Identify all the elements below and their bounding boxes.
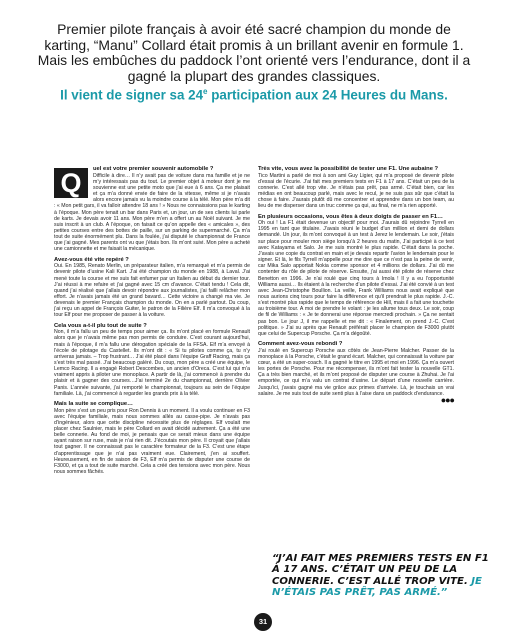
drop-cap: Q: [54, 168, 88, 198]
section-heading: Cela vous a-t-il plu tout de suite ?: [54, 322, 147, 329]
section-heading: Très vite, vous avez la possibilité de tester une F1. Une aubaine ?: [258, 166, 439, 172]
article-column-right: [258, 166, 454, 404]
section-heading: Comment avez-vous rebondi ?: [258, 341, 343, 348]
section-heading: Avez-vous été vite repéré ?: [54, 256, 129, 263]
pull-quote-black: “J’AI FAIT MES PREMIERS TESTS EN F1 À 17 ANS. C’ÉTAIT UN PEU DE LA CONNERIE. C’EST ALLÉ TROP VITE.: [272, 553, 489, 587]
pull-quote: [272, 553, 496, 599]
section-heading: En plusieurs occasions, vous êtes à deux doigts de passer en F1…: [258, 213, 443, 220]
section-heading: uel est votre premier souvenir automobile ?: [93, 166, 214, 172]
intro-highlight: Il vient de signer sa 24e participation aux 24 Heures du Mans.: [60, 87, 448, 103]
right-column-flow: [258, 166, 454, 397]
paragraph: Non, il m’a fallu un peu de temps pour aimer ça. Ils m’ont placé en formule Renault alors que je n’avais même pas mon permis de conduire. C’est courant aujourd’hui, mais à l’époque, il m’a fallu une dérogation spéciale de la FFSA. Elf m’a envoyé à l’école de pilotage du Castellet. Ils m’ont dit : « Si tu pilotes comme ça, tu n’y arriveras jamais. – Trop frustrant… J’ai été placé dans l’équipe Graff Racing, mais ça s’est très mal passé. J’ai beaucoup galéré. Du coup, mon père a créé une équipe, le Lemco Racing. Il a engagé Robert Descombes, un ancien d’Oreca. C’est lui qui m’a vraiment appris à piloter une monoplace. A partir de là, j’ai commencé à prendre du plaisir et à gagner des courses…J’ai terminé 2e du championnat, derrière Olivier Panis. L’année suivante, j’ai remporté le championnat, toujours au sein de l’équipe familiale. Là, j’ai commencé à regarder les grands prix à la télé.: [54, 329, 250, 397]
end-marker: ●●●: [440, 394, 454, 405]
paragraph: J’ai roulé en Supercup Porsche aux côtés de Jean-Pierre Malcher. Passer de la monoplace à la Porsche, c’était le grand écart. Malcher, qui connaissait la voiture par cœur, a été un super-coach. Il a gagné le titre en 1995 et moi en 1996. Ça m’a ouvert les portes de Porsche. Pour me récompenser, ils m’ont fait tester la nouvelle GT1. Ça a très bien marché, et ils m’ont proposé de disputer une course à Zhuhai. Je l’ai emportée, ce qui m’a valu un contrat d’usine. Le départ d’une nouvelle carrière. Jusqu’ici, j’avais gagné ma vie grâce aux primes d’arrivée. Là, je touchais un vrai salaire. Je me suis tout de suite senti plus à l’aise dans un paddock d’endurance.: [258, 347, 454, 397]
page-number: 31: [254, 613, 272, 631]
paragraph: Mon père s’est un peu pris pour Ron Dennis à un moment. Il a voulu continuer en F3 avec l’équipe familiale, mais nous sommes allés au casse-pipe. Je n’avais pas d’ingénieur, alors que cette discipline nécessite plus de réglages. Elf voulait me placer chez Saulnier, mais le père Collard en avait décidé autrement. Ça a été une belle connerie. Au fond de moi, je pensais que ce serait mieux dans une équipe ayant raison sur ruse, mais je n’ai rien dit. J’écoutais mon père. Il croyait que j’allais tout gagner. Il ne connaissait pas le caractère formateur de la F3. C’est une étape d’apprentissage que je n’ai pas vraiment eue. Clairement, j’en ai souffert. Heureusement, en fin de saison de F3, Elf m’a permis de disputer une course de F3000, et ça a tout de suite marché. Cela a créé des tensions avec mon père. Nous nous sommes fâchés.: [54, 407, 250, 476]
paragraph: Oh oui ! La F1 était devenue un objectif pour moi. J’aurais dû rejoindre Tyrrell en 1995 en tant que titulaire. J’avais réuni le budget d’un million et demi de dollars demandé. Un jour, ils m’ont convoqué à un test à Jerez le lendemain. Le soir, j’étais sur place pour mouler mon siège lorsqu’à 2 heures du matin, J’ai participé à ce test avec Katayama et Salo. Je me suis montré le plus rapide. C’était dans la poche. J’avais une copie du contrat en main et je devais repartir l’avion le lendemain pour le signer. Et là, le fils Tyrrell m’appelle pour me dire que ce n’est pas la peine de venir, car Mika Salo apportait Nokia comme sponsor et 4 millions de dollars. J’ai dû me contenter du rôle de pilote de réserve. Ensuite, j’ai aussi été pilote de réserve chez Benetton en 1996. Je n’ai roulé que cinq tours à Imola ! Il y a eu l’opportunité Williams aussi… Ils étaient à la recherche d’un pilote d’essai. J’ai été convié à un test avec Jean-Christophe Boullion. La veille, Frank Williams nous avait expliqué que nous aurions cinq tours pour faire la différence et qu’il prendrait le plus rapide. J.-C. s’est montré plus rapide que le temps de référence de Hill, mais il a fait une touchette au troisième tour. A moi de prendre le volant : je les allume tous deux. Le soir, coup de fil de Williams : « Je te donnerai une réponse mercredi prochain. » Ça ne sentait pas bon. Le jour J, il me rappelle et me dit : « Finalement, on prend J.-C. C’est politique. » J’ai su après que Renault préférait placer le champion de F3000 plutôt que celui de Supercup Porsche. Ça m’a dégoûté.: [258, 220, 454, 337]
paragraph: Oui. En 1985, Renato Merlin, un préparateur italien, m’a remarqué et m’a permis de devenir pilote d’usine Kali Kart. J’ai été champion du monde en 1988, à Laval. J’ai mené toute la course et me suis fait enfumer par un Italien au début du dernier tour. J’ai réussi à me refaire et j’ai gagné avec 15 cm d’avance. C’était tendu ! Cela dit, quand j’ai réalisé que j’allais devoir répondre aux journalistes, j’ai failli relâcher mon effort. Je n’avais jamais été un grand bavard… Cette victoire a changé ma vie. Je devenais le premier Français champion du monde. On en a parlé partout. Du coup, j’ai reçu un appel de François Guiter, le patron de la Filière Elf. Il m’a convoqué à la tour Elf pour me proposer de passer à la voiture.: [54, 263, 250, 319]
left-column-flow: [54, 166, 250, 475]
paragraph: Difficile à dire… Il n’y avait pas de voiture dans ma famille et je ne m’y intéressais pas du tout. Le premier objet à moteur dont je me souvienne est une petite moto que j’ai eue à 6 ans. Ça me plaisait et ça m’a donné envie de faire de la vitesse, même si je n’avais alors encore jamais vu la moindre course à la télé. Mon père m’a dit : « Mon petit gars, il va falloir attendre 18 ans ! » Nous ne connaissions pas le karting à l’époque. Mon père tenait un bar dans Paris et, un jour, un de ses clients lui parle de karts. Je devais avoir 11 ans. Mon père m’en a offert un au Noël suivant. Je me suis inscrit à un club. A l’époque, on faisait ce qu’on appelle des « amicales », des petites courses entre des bottes de paille, sur un parking de supermarché. Ça m’a tout de suite énormément plu. Dans la foulée, j’ai disputé le championnat de France que j’ai gagné. Mes parents ont vu que j’étais bon. Ils m’ont suivi. Mon père a acheté une camionnette et me faisait la mécanique.: [54, 172, 250, 253]
article-column-left: [54, 166, 250, 475]
paragraph: Tico Martini a parlé de moi à son ami Guy Ligier, qui m’a proposé de devenir pilote d’essai de l’écurie. J’ai fait mes premiers tests en F1 à 17 ans. C’était un peu de la connerie. C’est allé trop vite. Je n’étais pas prêt, pas armé. C’était bien, car les médias en ont beaucoup parlé, mais avec le recul, je ne suis pas sûr que c’était la chose à faire. J’aurais plutôt dû me concentrer et apprendre dans un bon team, au lieu de me disperser dans un truc comme ça qui, au final, ne m’a rien apporté.: [258, 172, 454, 210]
pull-quote-teal: JE N’ÉTAIS PAS PRÊT, PAS ARMÉ.”: [272, 575, 482, 599]
section-heading: Mais la suite se complique…: [54, 400, 133, 407]
intro-lead: Premier pilote français à avoir été sacré champion du monde de karting, “Manu” Collard était promis à un brillant avenir en formule 1. Mais les embûches du paddock l’ont orienté vers l’endurance, dont il a gagné la plupart des grandes classiques.: [37, 21, 471, 84]
intro-standfirst: [34, 22, 474, 103]
